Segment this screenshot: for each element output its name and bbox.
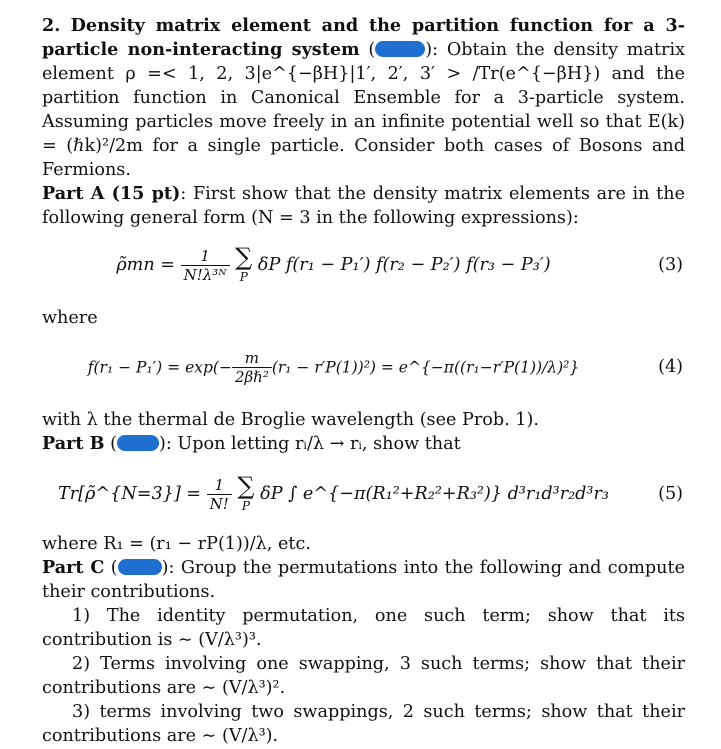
equation-5	[42, 456, 685, 532]
part-c: Part C ( ): Group the permutations into the following and compute their contributions.	[42, 557, 685, 602]
eq4-rhs: (r₁ − r′P(1))²) = e^{−π((r₁−r′P(1))/λ)²}	[271, 358, 580, 376]
part-a-label: Part A (15 pt)	[42, 183, 181, 204]
equation-3	[42, 230, 685, 300]
list-item: 3) terms involving two swappings, 2 such terms; show that their contributions are ∼ (V/λ³).	[42, 702, 685, 746]
equation-4	[42, 330, 685, 404]
eq4-fraction	[232, 349, 272, 386]
eq3-fraction	[181, 247, 230, 284]
eq5-frac-bot: N!	[209, 494, 229, 513]
eq3-rhs: δP f(r₁ − P₁′) f(r₂ − P₂′) f(r₃ − P₃′)	[257, 255, 551, 275]
part-c-label: Part C	[42, 557, 105, 578]
list-item: 2) Terms involving one swapping, 3 such terms; show that their contributions are ∼ (V/λ³)².	[42, 654, 685, 698]
eq5-rhs: δP ∫ e^{−π(R₁²+R₂²+R₃²)} d³r₁d³r₂d³r₃	[260, 484, 609, 504]
redacted-mark	[117, 435, 159, 451]
problem-title: Density matrix element and the partition function for a 3-particle non-interacting system	[42, 15, 686, 60]
redacted-mark	[375, 41, 425, 57]
eq3-frac-top: 1	[181, 247, 230, 266]
eq5-number: (5)	[658, 484, 683, 504]
list-item: 1) The identity permutation, one such term; show that its contribution is ∼ (V/λ³)³.	[42, 606, 685, 650]
eq3-lhs: ρ̃mn =	[116, 255, 176, 275]
eq3-number: (3)	[658, 255, 683, 275]
eq3-sum-sub: P	[239, 270, 248, 284]
eq4-lhs: f(r₁ − P₁′) = exp(−	[87, 358, 232, 376]
problem-intro: 2. Density matrix element and the partition function for a 3-particle non-interacting system ( ): Obtain the density matrix element ρ =< 1, 2, 3|e^{−βH}|1′, 2′, 3′ > /Tr(e^{−βH}) and the partition function in Canonical Ensemble for a 3-particle system. Assuming particles move freely in an infinite potential well so that E(k) = (ℏk)²/2m for a single particle. Consider both cases of Bosons and Fermions.	[42, 15, 686, 180]
part-b-label: Part B	[42, 433, 105, 454]
part-a	[42, 182, 685, 230]
after-eq4: with λ the thermal de Broglie wavelength (see Prob. 1).	[42, 410, 539, 430]
eq3-sum: ∑ P	[235, 243, 253, 284]
redacted-mark	[118, 559, 162, 575]
part-b: Part B ( ): Upon letting rᵢ/λ → rᵢ, show that	[42, 433, 461, 454]
eq4-number: (4)	[658, 357, 683, 377]
eq4-frac-top: m	[232, 349, 272, 368]
problem-number: 2.	[42, 15, 61, 36]
eq5-fraction	[207, 476, 232, 513]
eq3-frac-bot: N!λ³ᴺ	[183, 265, 227, 284]
problem-intro-text: : Obtain the density matrix element ρ =< 1, 2, 3|e^{−βH}|1′, 2′, 3′ > /Tr(e^{−βH}) and the partition function in Canonical Ensemble for a 3-particle system. Assuming particles move freely in an infinite potential well so that E(k) = (ℏk)²/2m for a single particle. Consider both cases of Bosons and Fermions.	[42, 40, 685, 180]
eq5-frac-top: 1	[207, 476, 232, 495]
part-c-text: : Group the permutations into the following and compute their contributions.	[42, 558, 685, 602]
eq5-sum-sub: P	[241, 499, 250, 513]
eq5-lhs: Tr[ρ̃^{N=3}] =	[58, 484, 202, 504]
part-b-text: : Upon letting rᵢ/λ → rᵢ, show that	[165, 434, 461, 454]
where-label: where	[42, 308, 98, 328]
eq4-frac-bot: 2βℏ²	[234, 367, 269, 386]
part-a-text: : First show that the density matrix elements are in the following general form (N = 3 in the following expressions):	[42, 184, 685, 228]
eq5-sum: ∑ P	[237, 472, 255, 513]
after-eq5: where R₁ = (r₁ − rP(1))/λ, etc.	[42, 534, 311, 554]
